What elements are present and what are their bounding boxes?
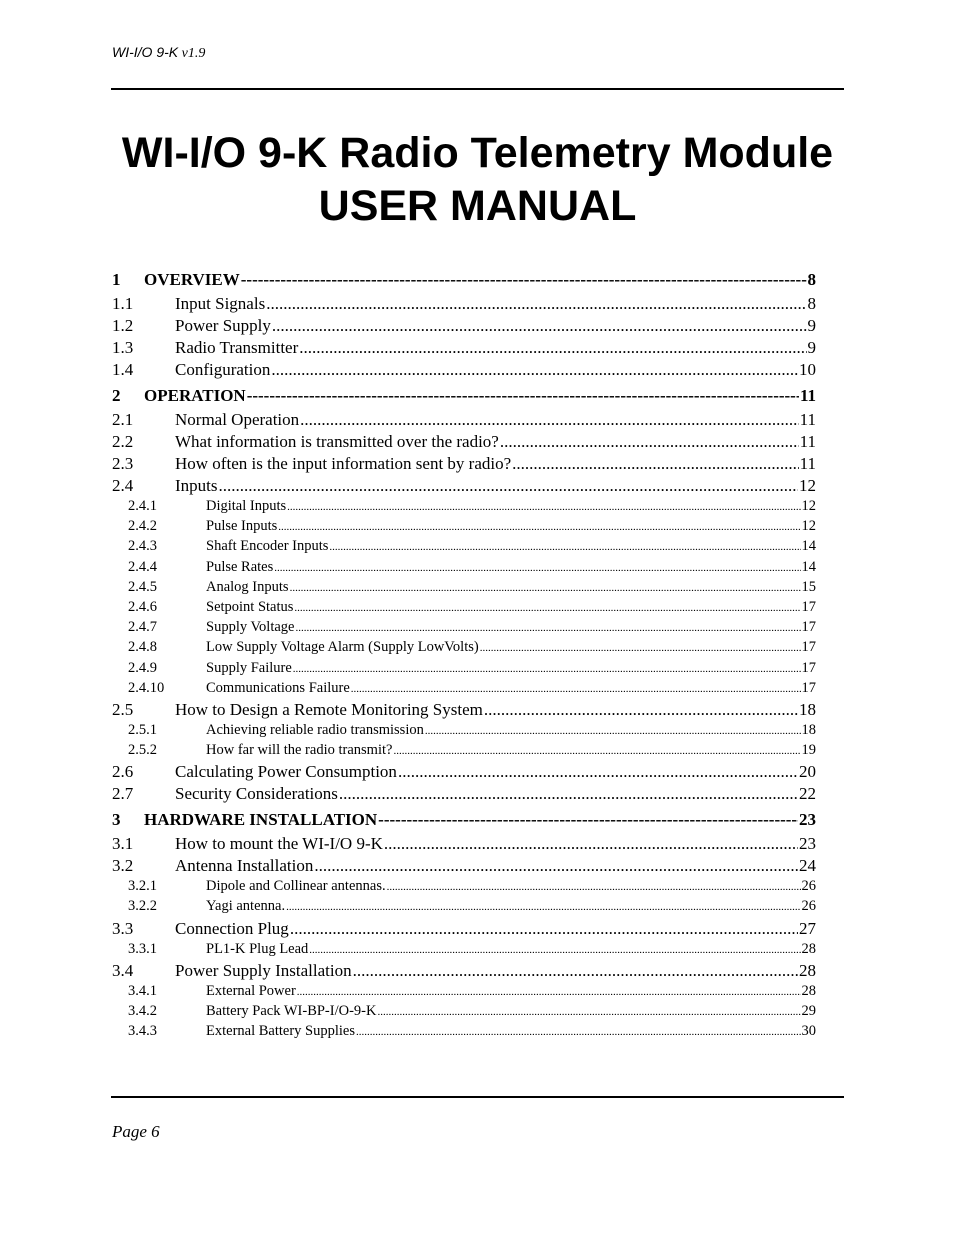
toc-entry[interactable] bbox=[112, 619, 816, 639]
toc-entry-number: 3.1 bbox=[112, 834, 134, 854]
toc-entry-number: 3.2.2 bbox=[128, 898, 157, 915]
toc-entry-title: Inputs bbox=[175, 476, 218, 495]
toc-leader bbox=[425, 725, 801, 737]
toc-leader bbox=[297, 986, 801, 998]
header-product: WI-I/O 9-K bbox=[112, 44, 179, 60]
toc-leader bbox=[387, 881, 801, 893]
toc-entry-page: 20 bbox=[799, 762, 816, 782]
toc-entry-page: 15 bbox=[801, 578, 816, 595]
toc-entry[interactable] bbox=[112, 386, 816, 410]
toc-entry-page: 29 bbox=[801, 1003, 816, 1019]
toc-entry-number: 1.3 bbox=[112, 338, 134, 357]
toc-entry-title: Calculating Power Consumption bbox=[175, 762, 397, 782]
toc-entry[interactable] bbox=[112, 1023, 816, 1043]
toc-entry-title: How to mount the WI-I/O 9-K bbox=[175, 834, 383, 854]
toc-entry-title: Normal Operation bbox=[175, 410, 300, 429]
toc-entry-title: HARDWARE INSTALLATION bbox=[144, 810, 378, 830]
toc-entry-title: Power Supply Installation bbox=[175, 960, 352, 980]
toc-leader bbox=[339, 784, 798, 804]
toc-leader bbox=[293, 663, 801, 675]
toc-leader bbox=[480, 642, 801, 654]
toc-entry[interactable] bbox=[112, 454, 816, 476]
toc-entry[interactable] bbox=[112, 878, 816, 898]
toc-entry[interactable] bbox=[112, 1003, 816, 1023]
toc-entry-title: How often is the input information sent by radio? bbox=[175, 454, 512, 473]
toc-leader bbox=[329, 541, 800, 553]
header-rule bbox=[111, 88, 844, 90]
toc-leader bbox=[266, 294, 806, 314]
toc-entry-title: Digital Inputs bbox=[206, 498, 287, 514]
toc-entry-page: 17 bbox=[801, 619, 816, 636]
toc-entry-page: 26 bbox=[801, 898, 816, 915]
toc-entry-page: 9 bbox=[807, 316, 816, 335]
toc-entry-number: 2.4.2 bbox=[128, 518, 157, 535]
toc-entry-number: 2.2 bbox=[112, 432, 134, 451]
toc-entry-number: 2.5.1 bbox=[128, 721, 157, 738]
toc-entry-number: 2.4.4 bbox=[128, 558, 157, 575]
toc-leader bbox=[290, 582, 801, 594]
running-header bbox=[112, 44, 205, 62]
toc-entry-page: 10 bbox=[799, 360, 816, 379]
toc-entry-number: 1.1 bbox=[112, 294, 134, 313]
toc-leader bbox=[309, 944, 800, 956]
toc-leader bbox=[356, 1026, 801, 1038]
toc-entry-title: Pulse Inputs bbox=[206, 518, 278, 535]
toc-entry[interactable] bbox=[112, 294, 816, 316]
toc-entry-number: 1.2 bbox=[112, 316, 134, 335]
toc-entry[interactable] bbox=[112, 810, 816, 834]
header-version: v1.9 bbox=[181, 46, 206, 61]
toc-entry-page: 17 bbox=[801, 598, 816, 615]
toc-leader bbox=[393, 745, 800, 757]
toc-entry[interactable] bbox=[112, 639, 816, 659]
toc-leader bbox=[287, 501, 800, 513]
toc-leader bbox=[299, 338, 806, 358]
toc-entry-number: 2.4.7 bbox=[128, 619, 157, 636]
toc-entry[interactable] bbox=[112, 360, 816, 382]
toc-leader bbox=[272, 316, 807, 336]
toc-entry[interactable] bbox=[112, 538, 816, 558]
toc-entry-number: 2.4.5 bbox=[128, 578, 157, 595]
toc-leader bbox=[314, 856, 798, 876]
toc-entry-page: 28 bbox=[801, 982, 816, 999]
toc-entry-number: 2.6 bbox=[112, 762, 134, 782]
toc-entry-page: 27 bbox=[799, 918, 816, 938]
toc-entry-title: External Power bbox=[206, 982, 296, 999]
toc-entry-number: 2.3 bbox=[112, 454, 134, 473]
toc-entry-title: Analog Inputs bbox=[206, 578, 289, 595]
toc-leader bbox=[378, 810, 798, 830]
toc-entry-page: 18 bbox=[801, 721, 816, 738]
toc-leader bbox=[351, 683, 801, 695]
toc-entry[interactable] bbox=[112, 476, 816, 498]
toc-entry-title: Dipole and Collinear antennas. bbox=[206, 878, 386, 895]
toc-entry-number: 3.3 bbox=[112, 918, 134, 938]
title-line-1: WI-I/O 9-K Radio Telemetry Module bbox=[121, 129, 834, 177]
toc-entry-title: How far will the radio transmit? bbox=[206, 742, 393, 759]
toc-entry-number: 2.5 bbox=[112, 699, 134, 719]
toc-entry-page: 12 bbox=[801, 498, 816, 514]
toc-entry-number: 2.4.1 bbox=[128, 498, 157, 514]
toc-entry[interactable] bbox=[112, 680, 816, 700]
toc-entry-page: 14 bbox=[801, 538, 816, 555]
toc-entry-page: 22 bbox=[799, 784, 816, 804]
toc-entry-number: 3.4.3 bbox=[128, 1023, 157, 1040]
toc-entry[interactable] bbox=[112, 316, 816, 338]
toc-entry-title: Supply Voltage bbox=[206, 619, 295, 636]
toc-leader bbox=[274, 562, 800, 574]
toc-entry-page: 30 bbox=[801, 1023, 816, 1040]
toc-entry-page: 8 bbox=[807, 270, 816, 289]
toc-entry-page: 14 bbox=[801, 558, 816, 575]
toc-entry-page: 24 bbox=[799, 856, 816, 876]
toc-leader bbox=[500, 432, 799, 452]
toc-entry-number: 2.1 bbox=[112, 410, 134, 429]
toc-leader bbox=[296, 622, 801, 634]
toc-entry-page: 17 bbox=[801, 679, 816, 696]
toc-entry[interactable] bbox=[112, 834, 816, 856]
toc-entry[interactable] bbox=[112, 559, 816, 579]
toc-entry[interactable] bbox=[112, 518, 816, 538]
toc-entry-page: 11 bbox=[799, 454, 816, 473]
toc-leader bbox=[247, 386, 799, 406]
toc-entry-title: Achieving reliable radio transmission bbox=[206, 721, 424, 738]
toc-entry[interactable] bbox=[112, 961, 816, 983]
title-line-2: USER MANUAL bbox=[318, 182, 637, 230]
document-title bbox=[111, 127, 844, 233]
toc-entry-title: External Battery Supplies bbox=[206, 1023, 355, 1040]
toc-entry[interactable] bbox=[112, 722, 816, 742]
toc-entry-page: 23 bbox=[799, 810, 816, 830]
toc-leader bbox=[241, 270, 807, 290]
toc-entry[interactable] bbox=[112, 784, 816, 806]
toc-entry-number: 2.4.3 bbox=[128, 538, 157, 555]
toc-entry[interactable] bbox=[112, 941, 816, 961]
toc-entry-number: 2.7 bbox=[112, 784, 134, 804]
toc-entry-title: Shaft Encoder Inputs bbox=[206, 538, 329, 555]
toc-entry-number: 3.2 bbox=[112, 856, 134, 876]
toc-entry-title: Supply Failure bbox=[206, 659, 292, 676]
toc-entry-title: Communications Failure bbox=[206, 679, 350, 696]
toc-entry-title: What information is transmitted over the radio? bbox=[175, 432, 499, 451]
toc-entry-title: Low Supply Voltage Alarm (Supply LowVolts) bbox=[206, 639, 479, 656]
toc-entry-page: 12 bbox=[801, 518, 816, 535]
toc-entry-page: 8 bbox=[807, 294, 816, 313]
toc-entry[interactable] bbox=[112, 919, 816, 941]
toc-entry-number: 2.5.2 bbox=[128, 742, 157, 759]
toc-entry-number: 3.2.1 bbox=[128, 878, 157, 895]
toc-leader bbox=[271, 360, 798, 380]
toc-entry-number: 3.4 bbox=[112, 960, 134, 980]
toc-entry-title: OPERATION bbox=[144, 386, 246, 405]
toc-entry-title: Security Considerations bbox=[175, 784, 338, 804]
toc-entry-page: 28 bbox=[799, 960, 816, 980]
toc-entry-page: 12 bbox=[799, 476, 816, 495]
toc-leader bbox=[398, 762, 798, 782]
toc-entry-number: 1 bbox=[112, 270, 121, 289]
toc-entry-number: 2.4.10 bbox=[128, 679, 165, 696]
toc-entry-number: 3.4.2 bbox=[128, 1003, 157, 1019]
toc-entry[interactable] bbox=[112, 338, 816, 360]
toc-entry-page: 11 bbox=[799, 386, 816, 405]
toc-leader bbox=[377, 1006, 800, 1018]
table-of-contents bbox=[112, 266, 816, 1043]
footer-rule bbox=[111, 1096, 844, 1098]
toc-entry-number: 2.4.9 bbox=[128, 659, 157, 676]
toc-entry-page: 28 bbox=[801, 940, 816, 957]
toc-entry-number: 2.4.8 bbox=[128, 639, 157, 656]
toc-leader bbox=[300, 410, 798, 430]
toc-entry-title: OVERVIEW bbox=[144, 270, 240, 289]
toc-entry[interactable] bbox=[112, 660, 816, 680]
page-number: Page 6 bbox=[112, 1122, 160, 1141]
toc-entry-number: 2.4.6 bbox=[128, 598, 157, 615]
toc-leader bbox=[219, 476, 799, 496]
toc-entry-number: 3 bbox=[112, 810, 121, 830]
toc-entry-page: 23 bbox=[799, 834, 816, 854]
toc-entry[interactable] bbox=[112, 270, 816, 294]
toc-entry[interactable] bbox=[112, 742, 816, 762]
toc-entry-page: 26 bbox=[801, 878, 816, 895]
toc-leader bbox=[294, 602, 800, 614]
toc-entry[interactable] bbox=[112, 498, 816, 518]
toc-entry-page: 17 bbox=[801, 639, 816, 656]
toc-entry-page: 19 bbox=[801, 742, 816, 759]
toc-entry[interactable] bbox=[112, 700, 816, 722]
toc-entry-page: 17 bbox=[801, 659, 816, 676]
toc-leader bbox=[384, 834, 798, 854]
toc-entry[interactable] bbox=[112, 579, 816, 599]
toc-leader bbox=[290, 919, 798, 939]
toc-leader bbox=[353, 961, 798, 981]
toc-entry-title: PL1-K Plug Lead bbox=[206, 940, 309, 957]
toc-entry-number: 2.4 bbox=[112, 476, 134, 495]
toc-entry-title: Pulse Rates bbox=[206, 558, 274, 575]
toc-leader bbox=[512, 454, 798, 474]
toc-entry-title: Power Supply bbox=[175, 316, 271, 335]
toc-entry-number: 2 bbox=[112, 386, 121, 405]
toc-entry[interactable] bbox=[112, 898, 816, 918]
toc-entry[interactable] bbox=[112, 856, 816, 878]
toc-entry-title: Radio Transmitter bbox=[175, 338, 299, 357]
toc-entry[interactable] bbox=[112, 410, 816, 432]
toc-entry-page: 9 bbox=[807, 338, 816, 357]
toc-entry-title: Battery Pack WI-BP-I/O-9-K bbox=[206, 1003, 377, 1019]
toc-entry-title: Setpoint Status bbox=[206, 598, 294, 615]
toc-entry-number: 1.4 bbox=[112, 360, 134, 379]
toc-entry-title: Connection Plug bbox=[175, 918, 289, 938]
toc-entry-title: Yagi antenna. bbox=[206, 898, 286, 915]
toc-entry[interactable] bbox=[112, 599, 816, 619]
toc-leader bbox=[278, 521, 800, 533]
toc-leader bbox=[286, 901, 800, 913]
toc-entry-title: Configuration bbox=[175, 360, 271, 379]
toc-entry-page: 18 bbox=[799, 699, 816, 719]
toc-entry[interactable] bbox=[112, 983, 816, 1003]
toc-entry-title: Antenna Installation bbox=[175, 856, 314, 876]
toc-entry-title: How to Design a Remote Monitoring System bbox=[175, 699, 483, 719]
toc-leader bbox=[484, 700, 798, 720]
toc-entry-page: 11 bbox=[799, 432, 816, 451]
toc-entry[interactable] bbox=[112, 432, 816, 454]
toc-entry-number: 3.4.1 bbox=[128, 982, 157, 999]
toc-entry[interactable] bbox=[112, 762, 816, 784]
toc-entry-page: 11 bbox=[799, 410, 816, 429]
toc-entry-number: 3.3.1 bbox=[128, 940, 157, 957]
toc-entry-title: Input Signals bbox=[175, 294, 266, 313]
